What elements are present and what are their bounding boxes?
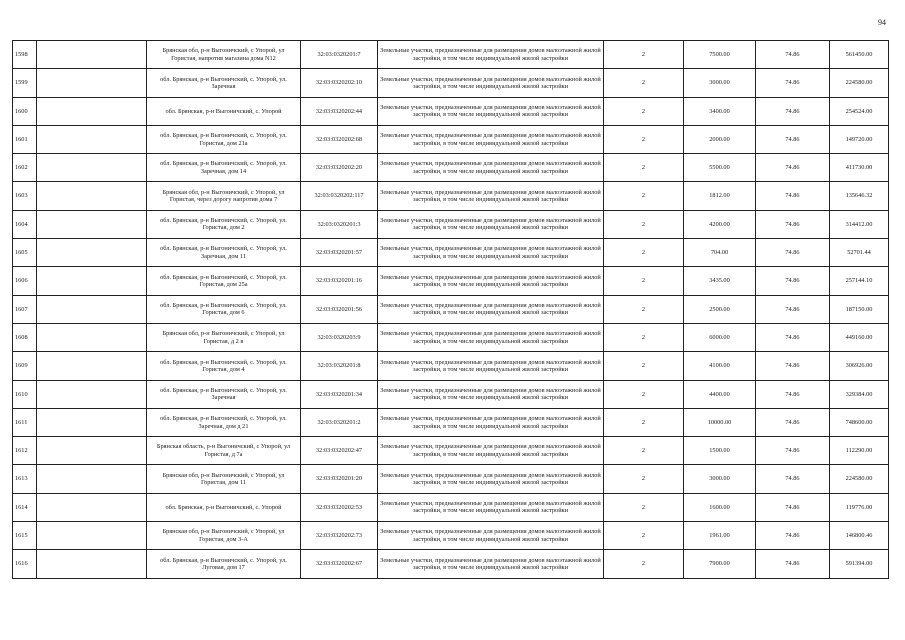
cadastral-number-cell: 32:03:0320201:8: [301, 352, 378, 380]
address-cell: Брянская обл, р-н Выгоничский, с Упорой, ул Гористая, через дорогу напротив дома 7: [147, 182, 301, 210]
empty-cell: [37, 182, 147, 210]
address-cell: обл. Брянская, р-н Выгоничский, с. Упорой: [147, 493, 301, 521]
land-use-category-cell: Земельные участки, предназначенные для размещения домов малоэтажной жилой застройки, в том числе индивидуальной жилой застройки: [378, 182, 604, 210]
row-number: 1613: [13, 465, 37, 493]
table-row: [13, 239, 889, 267]
cadastral-value-cell: 112290.00: [830, 437, 889, 465]
cadastral-value-cell: 561450.00: [830, 41, 889, 69]
row-number: 1615: [13, 522, 37, 550]
group-cell: 2: [604, 97, 684, 125]
table-row: [13, 493, 889, 521]
address-cell: обл. Брянская, р-н Выгоничский, с. Упорой, ул. Гористая, дом 25а: [147, 267, 301, 295]
specific-value-cell: 74.86: [756, 182, 830, 210]
cadastral-number-cell: 32:03:0320202:117: [301, 182, 378, 210]
land-use-category-cell: Земельные участки, предназначенные для размещения домов малоэтажной жилой застройки, в том числе индивидуальной жилой застройки: [378, 323, 604, 351]
group-cell: 2: [604, 522, 684, 550]
land-use-category-cell: Земельные участки, предназначенные для размещения домов малоэтажной жилой застройки, в том числе индивидуальной жилой застройки: [378, 41, 604, 69]
specific-value-cell: 74.86: [756, 465, 830, 493]
table-row: [13, 295, 889, 323]
area-cell: 1961.00: [684, 522, 756, 550]
cadastral-number-cell: 32:03:0320202:44: [301, 97, 378, 125]
specific-value-cell: 74.86: [756, 125, 830, 153]
table-row: [13, 380, 889, 408]
specific-value-cell: 74.86: [756, 522, 830, 550]
group-cell: 2: [604, 380, 684, 408]
row-number: 1607: [13, 295, 37, 323]
cadastral-number-cell: 32:03:0320202:47: [301, 437, 378, 465]
empty-cell: [37, 69, 147, 97]
area-cell: 6000.00: [684, 323, 756, 351]
address-cell: Брянская обл, р-н Выгоничский, с Упорой, ул Гористая, дом 11: [147, 465, 301, 493]
cadastral-number-cell: 32:03:0320202:20: [301, 154, 378, 182]
land-use-category-cell: Земельные участки, предназначенные для размещения домов малоэтажной жилой застройки, в том числе индивидуальной жилой застройки: [378, 239, 604, 267]
land-use-category-cell: Земельные участки, предназначенные для размещения домов малоэтажной жилой застройки, в том числе индивидуальной жилой застройки: [378, 69, 604, 97]
row-number: 1614: [13, 493, 37, 521]
specific-value-cell: 74.86: [756, 352, 830, 380]
group-cell: 2: [604, 352, 684, 380]
area-cell: 3000.00: [684, 69, 756, 97]
cadastral-number-cell: 32:03:0320202:67: [301, 550, 378, 578]
address-cell: обл. Брянская, р-н Выгоничский, с. Упорой, ул. Заречная, дом 14: [147, 154, 301, 182]
row-number: 1608: [13, 323, 37, 351]
specific-value-cell: 74.86: [756, 550, 830, 578]
empty-cell: [37, 437, 147, 465]
empty-cell: [37, 380, 147, 408]
address-cell: обл. Брянская, р-н Выгоничский, с. Упорой, ул. Гористая, дом 2: [147, 210, 301, 238]
empty-cell: [37, 239, 147, 267]
cadastral-value-cell: 254524.00: [830, 97, 889, 125]
group-cell: 2: [604, 493, 684, 521]
table-row: [13, 125, 889, 153]
cadastral-number-cell: 32:03:0320201:34: [301, 380, 378, 408]
cadastral-number-cell: 32:03:0320202:10: [301, 69, 378, 97]
land-use-category-cell: Земельные участки, предназначенные для размещения домов малоэтажной жилой застройки, в том числе индивидуальной жилой застройки: [378, 437, 604, 465]
area-cell: 4200.00: [684, 210, 756, 238]
address-cell: обл. Брянская, р-н Выгоничский, с. Упорой, ул. Заречная, дом 11: [147, 239, 301, 267]
address-cell: обл. Брянская, р-н Выгоничский, с. Упорой, ул. Заречная, дом д 21: [147, 408, 301, 436]
table-row: [13, 267, 889, 295]
cadastral-number-cell: 32:03:0320201:20: [301, 465, 378, 493]
group-cell: 2: [604, 408, 684, 436]
cadastral-value-cell: 224580.00: [830, 465, 889, 493]
specific-value-cell: 74.86: [756, 69, 830, 97]
address-cell: Брянская обл, р-н Выгоничский, с Упорой, ул Гористая, напротив магазина дома N12: [147, 41, 301, 69]
cadastral-number-cell: 32:03:0320201:16: [301, 267, 378, 295]
cadastral-number-cell: 32:03:0320202:53: [301, 493, 378, 521]
cadastral-value-cell: 411730.00: [830, 154, 889, 182]
table-row: [13, 437, 889, 465]
address-cell: обл. Брянская, р-н Выгоничский, с. Упорой: [147, 97, 301, 125]
group-cell: 2: [604, 465, 684, 493]
empty-cell: [37, 465, 147, 493]
specific-value-cell: 74.86: [756, 41, 830, 69]
land-use-category-cell: Земельные участки, предназначенные для размещения домов малоэтажной жилой застройки, в том числе индивидуальной жилой застройки: [378, 408, 604, 436]
land-use-category-cell: Земельные участки, предназначенные для размещения домов малоэтажной жилой застройки, в том числе индивидуальной жилой застройки: [378, 493, 604, 521]
cadastral-number-cell: 32:03:0320201:7: [301, 41, 378, 69]
row-number: 1611: [13, 408, 37, 436]
empty-cell: [37, 550, 147, 578]
group-cell: 2: [604, 550, 684, 578]
cadastral-number-cell: 32:03:0320203:9: [301, 323, 378, 351]
land-use-category-cell: Земельные участки, предназначенные для размещения домов малоэтажной жилой застройки, в том числе индивидуальной жилой застройки: [378, 295, 604, 323]
empty-cell: [37, 493, 147, 521]
group-cell: 2: [604, 210, 684, 238]
group-cell: 2: [604, 125, 684, 153]
specific-value-cell: 74.86: [756, 210, 830, 238]
empty-cell: [37, 323, 147, 351]
cadastral-number-cell: 32:03:0320201:2: [301, 408, 378, 436]
land-use-category-cell: Земельные участки, предназначенные для размещения домов малоэтажной жилой застройки, в том числе индивидуальной жилой застройки: [378, 154, 604, 182]
cadastral-value-cell: 748600.00: [830, 408, 889, 436]
table-row: [13, 522, 889, 550]
empty-cell: [37, 210, 147, 238]
empty-cell: [37, 295, 147, 323]
land-use-category-cell: Земельные участки, предназначенные для размещения домов малоэтажной жилой застройки, в том числе индивидуальной жилой застройки: [378, 380, 604, 408]
row-number: 1606: [13, 267, 37, 295]
cadastral-value-cell: 146800.46: [830, 522, 889, 550]
specific-value-cell: 74.86: [756, 380, 830, 408]
table-row: [13, 550, 889, 578]
specific-value-cell: 74.86: [756, 408, 830, 436]
area-cell: 7900.00: [684, 550, 756, 578]
cadastral-number-cell: 32:03:0320201:57: [301, 239, 378, 267]
row-number: 1612: [13, 437, 37, 465]
specific-value-cell: 74.86: [756, 437, 830, 465]
land-use-category-cell: Земельные участки, предназначенные для размещения домов малоэтажной жилой застройки, в том числе индивидуальной жилой застройки: [378, 550, 604, 578]
cadastral-number-cell: 32:03:0320201:3: [301, 210, 378, 238]
land-use-category-cell: Земельные участки, предназначенные для размещения домов малоэтажной жилой застройки, в том числе индивидуальной жилой застройки: [378, 125, 604, 153]
table-row: [13, 182, 889, 210]
table-row: [13, 69, 889, 97]
cadastral-value-cell: 135646.32: [830, 182, 889, 210]
empty-cell: [37, 41, 147, 69]
specific-value-cell: 74.86: [756, 239, 830, 267]
row-number: 1599: [13, 69, 37, 97]
address-cell: обл. Брянская, р-н Выгоничский, с. Упорой, ул. Заречная: [147, 380, 301, 408]
cadastral-value-cell: 52701.44: [830, 239, 889, 267]
cadastral-number-cell: 32:03:0320202:68: [301, 125, 378, 153]
land-use-category-cell: Земельные участки, предназначенные для размещения домов малоэтажной жилой застройки, в том числе индивидуальной жилой застройки: [378, 465, 604, 493]
cadastral-value-cell: 449160.00: [830, 323, 889, 351]
table-row: [13, 210, 889, 238]
empty-cell: [37, 352, 147, 380]
cadastral-value-cell: 149720.00: [830, 125, 889, 153]
row-number: 1609: [13, 352, 37, 380]
specific-value-cell: 74.86: [756, 295, 830, 323]
page-number: 94: [878, 18, 886, 27]
group-cell: 2: [604, 295, 684, 323]
cadastral-value-cell: 187150.00: [830, 295, 889, 323]
row-number: 1605: [13, 239, 37, 267]
specific-value-cell: 74.86: [756, 267, 830, 295]
specific-value-cell: 74.86: [756, 154, 830, 182]
row-number: 1604: [13, 210, 37, 238]
land-use-category-cell: Земельные участки, предназначенные для размещения домов малоэтажной жилой застройки, в том числе индивидуальной жилой застройки: [378, 267, 604, 295]
area-cell: 3000.00: [684, 465, 756, 493]
table-row: [13, 41, 889, 69]
address-cell: Брянская область, р-н Выгоничский, с Упорой, ул Гористая, д 7а: [147, 437, 301, 465]
land-registry-table: [12, 40, 889, 579]
cadastral-value-cell: 314412.00: [830, 210, 889, 238]
cadastral-value-cell: 306926.00: [830, 352, 889, 380]
cadastral-value-cell: 591394.00: [830, 550, 889, 578]
area-cell: 4400.00: [684, 380, 756, 408]
address-cell: обл. Брянская, р-н Выгоничский, с. Упорой, ул. Гористая, дом 21а: [147, 125, 301, 153]
group-cell: 2: [604, 267, 684, 295]
group-cell: 2: [604, 69, 684, 97]
table-body: [13, 41, 889, 579]
address-cell: Брянская обл, р-н Выгоничский, с Упорой, ул Гористая, д 2 в: [147, 323, 301, 351]
address-cell: обл. Брянская, р-н Выгоничский, с. Упорой, ул. Гористая, дом 4: [147, 352, 301, 380]
group-cell: 2: [604, 154, 684, 182]
land-use-category-cell: Земельные участки, предназначенные для размещения домов малоэтажной жилой застройки, в том числе индивидуальной жилой застройки: [378, 352, 604, 380]
group-cell: 2: [604, 437, 684, 465]
empty-cell: [37, 408, 147, 436]
land-use-category-cell: Земельные участки, предназначенные для размещения домов малоэтажной жилой застройки, в том числе индивидуальной жилой застройки: [378, 97, 604, 125]
empty-cell: [37, 267, 147, 295]
area-cell: 2500.00: [684, 295, 756, 323]
row-number: 1603: [13, 182, 37, 210]
empty-cell: [37, 522, 147, 550]
table-row: [13, 352, 889, 380]
row-number: 1601: [13, 125, 37, 153]
area-cell: 704.00: [684, 239, 756, 267]
table-row: [13, 154, 889, 182]
area-cell: 2000.00: [684, 125, 756, 153]
table-row: [13, 465, 889, 493]
specific-value-cell: 74.86: [756, 323, 830, 351]
area-cell: 3400.00: [684, 97, 756, 125]
row-number: 1598: [13, 41, 37, 69]
cadastral-value-cell: 119776.00: [830, 493, 889, 521]
area-cell: 7500.00: [684, 41, 756, 69]
cadastral-value-cell: 224580.00: [830, 69, 889, 97]
address-cell: Брянская обл, р-н Выгоничский, с Упорой, ул Гористая, дом 3-А: [147, 522, 301, 550]
row-number: 1600: [13, 97, 37, 125]
table-row: [13, 323, 889, 351]
row-number: 1616: [13, 550, 37, 578]
table-row: [13, 97, 889, 125]
empty-cell: [37, 97, 147, 125]
area-cell: 4100.00: [684, 352, 756, 380]
group-cell: 2: [604, 41, 684, 69]
address-cell: обл. Брянская, р-н Выгоничский, с. Упорой, ул. Луговая, дом 17: [147, 550, 301, 578]
land-use-category-cell: Земельные участки, предназначенные для размещения домов малоэтажной жилой застройки, в том числе индивидуальной жилой застройки: [378, 210, 604, 238]
row-number: 1602: [13, 154, 37, 182]
row-number: 1610: [13, 380, 37, 408]
area-cell: 5500.00: [684, 154, 756, 182]
area-cell: 1812.00: [684, 182, 756, 210]
group-cell: 2: [604, 323, 684, 351]
address-cell: обл. Брянская, р-н Выгоничский, с. Упорой, ул. Заречная: [147, 69, 301, 97]
group-cell: 2: [604, 182, 684, 210]
empty-cell: [37, 154, 147, 182]
area-cell: 1600.00: [684, 493, 756, 521]
area-cell: 1500.00: [684, 437, 756, 465]
group-cell: 2: [604, 239, 684, 267]
cadastral-value-cell: 329384.00: [830, 380, 889, 408]
land-use-category-cell: Земельные участки, предназначенные для размещения домов малоэтажной жилой застройки, в том числе индивидуальной жилой застройки: [378, 522, 604, 550]
cadastral-value-cell: 257144.10: [830, 267, 889, 295]
address-cell: обл. Брянская, р-н Выгоничский, с. Упорой, ул. Гористая, дом 6: [147, 295, 301, 323]
area-cell: 10000.00: [684, 408, 756, 436]
cadastral-number-cell: 32:03:0320201:56: [301, 295, 378, 323]
empty-cell: [37, 125, 147, 153]
table-row: [13, 408, 889, 436]
specific-value-cell: 74.86: [756, 493, 830, 521]
specific-value-cell: 74.86: [756, 97, 830, 125]
cadastral-number-cell: 32:03:0320202:73: [301, 522, 378, 550]
area-cell: 3435.00: [684, 267, 756, 295]
